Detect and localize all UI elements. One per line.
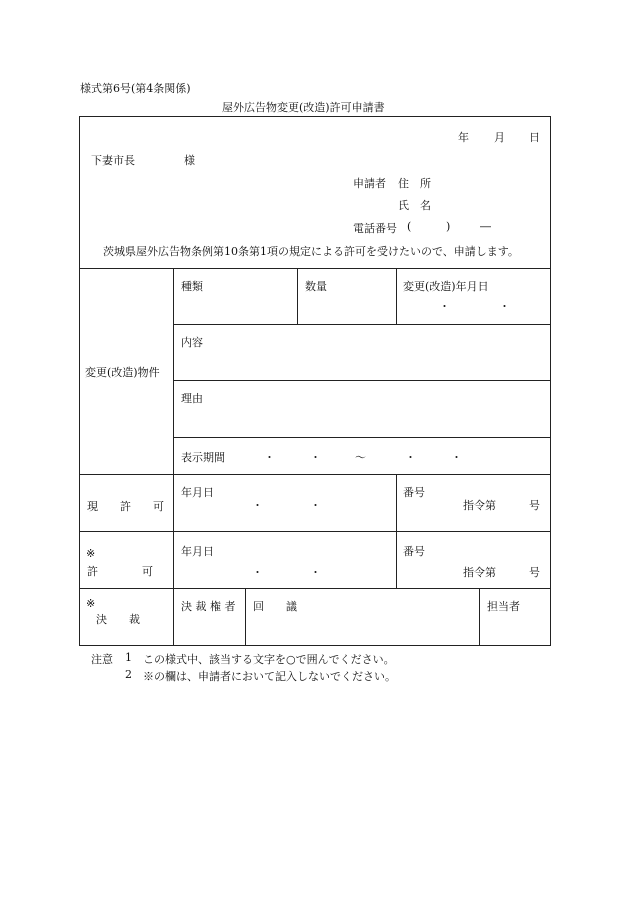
person-in-charge-label: 担当者 (487, 600, 520, 613)
date-separator-dot: ・ (310, 566, 321, 579)
divider-person (479, 588, 480, 646)
reason-label: 理由 (181, 392, 203, 405)
divider-reason-row (173, 437, 551, 438)
note-number: 1 (125, 651, 132, 664)
date-day-label: 日 (529, 131, 540, 144)
divider-type-row (173, 324, 551, 325)
divider-quantity-date (396, 268, 397, 324)
divider-authority (245, 588, 246, 646)
period-range-mark: ～ (355, 451, 366, 464)
note-text: ※の欄は、申請者において記入しないでください。 (143, 670, 396, 683)
date-separator-dot: ・ (252, 499, 263, 512)
permit-date-label: 年月日 (181, 545, 214, 558)
change-section-label: 変更(改造)物件 (85, 366, 160, 379)
date-separator-dot: ・ (252, 566, 263, 579)
circulation-label: 回 議 (253, 600, 297, 613)
note-number: 2 (125, 668, 132, 681)
label-column-divider (173, 268, 174, 646)
current-permit-date-label: 年月日 (181, 486, 214, 499)
divider-change-section (79, 474, 551, 475)
address-label: 住 所 (398, 177, 431, 190)
phone-close-paren: ) (446, 220, 451, 233)
type-label: 種類 (181, 280, 203, 293)
permit-mark: ※ (86, 547, 96, 560)
permit-number-label: 番号 (403, 545, 425, 558)
date-separator-dot: ・ (310, 499, 321, 512)
divider-header (79, 268, 551, 269)
decision-label: 決 裁 (96, 613, 140, 626)
divider-content-row (173, 380, 551, 381)
honorific: 様 (184, 154, 195, 167)
date-separator-dot: ・ (439, 300, 450, 313)
name-label: 氏 名 (398, 199, 431, 212)
divider-current-permit (79, 531, 551, 532)
form-number-label: 様式第6号(第4条関係) (80, 82, 191, 95)
addressee: 下妻市長 (91, 154, 135, 167)
current-permit-label: 現 許 可 (87, 500, 164, 513)
notes-heading: 注意 (91, 653, 113, 666)
period-separator-dot: ・ (451, 451, 462, 464)
period-separator-dot: ・ (264, 451, 275, 464)
permit-order-text: 指令第 号 (463, 566, 540, 579)
phone-open-paren: ( (407, 220, 412, 233)
date-separator-dot: ・ (499, 300, 510, 313)
current-permit-number-label: 番号 (403, 486, 425, 499)
quantity-label: 数量 (305, 280, 327, 293)
date-month-label: 月 (494, 131, 505, 144)
decision-mark: ※ (86, 597, 96, 610)
divider-type-quantity (297, 268, 298, 324)
content-label: 内容 (181, 336, 203, 349)
current-permit-order-text: 指令第 号 (463, 499, 540, 512)
divider-permit (79, 588, 551, 589)
period-separator-dot: ・ (310, 451, 321, 464)
date-year-label: 年 (458, 131, 469, 144)
form-title: 屋外広告物変更(改造)許可申請書 (222, 101, 385, 114)
change-date-label: 変更(改造)年月日 (403, 280, 489, 293)
phone-label: 電話番号 (353, 222, 397, 235)
display-period-label: 表示期間 (181, 451, 225, 464)
note-text: この様式中、該当する文字を○で囲んでください。 (143, 653, 395, 666)
authority-label: 決 裁 権 者 (181, 600, 236, 613)
divider-date-number (396, 474, 397, 588)
phone-dash: ― (480, 220, 491, 233)
period-separator-dot: ・ (405, 451, 416, 464)
permit-label: 許 可 (87, 565, 153, 578)
applicant-label: 申請者 (353, 177, 386, 190)
application-statement: 茨城県屋外広告物条例第10条第1項の規定による許可を受けたいので、申請します。 (103, 245, 519, 258)
